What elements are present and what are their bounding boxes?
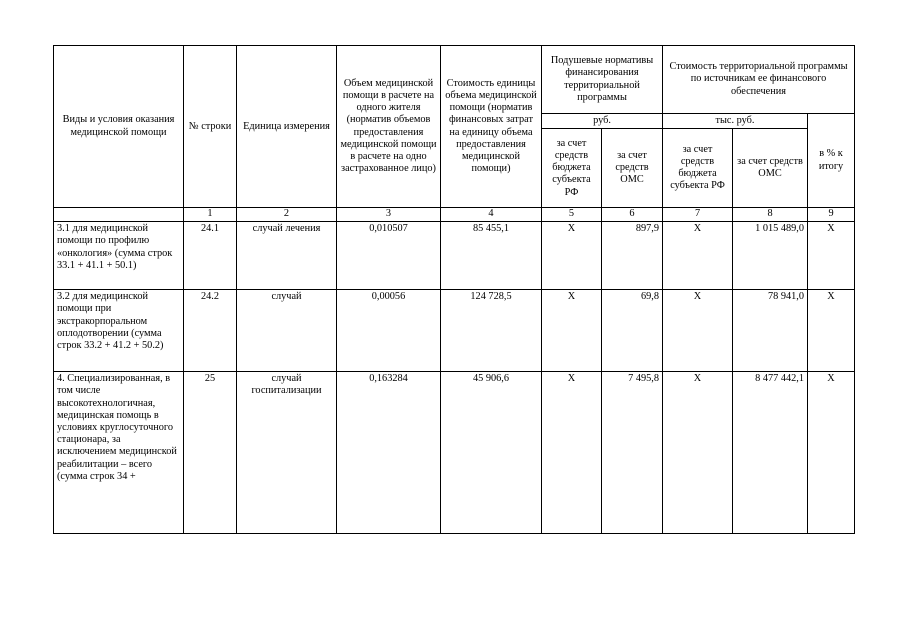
row-volume: 0,163284 [337, 372, 441, 534]
row-per-capita-oms: 7 495,8 [602, 372, 663, 534]
header-cost: Стоимость единицы объема медицинской помощи (норматив финансовых затрат на единицу объема предоставления медицинской помощи) [441, 46, 542, 208]
header-per-capita-budget: за счет средств бюджета субъекта РФ [542, 129, 602, 208]
header-program-oms: за счет средств ОМС [733, 129, 808, 208]
table-row [54, 290, 855, 372]
row-per-capita-oms: 69,8 [602, 290, 663, 372]
row-unit: случай лечения [237, 222, 337, 290]
column-number: 2 [237, 208, 337, 222]
row-program-oms: 78 941,0 [733, 290, 808, 372]
tariff-table [53, 45, 855, 534]
row-name: 3.2 для медицинской помощи при экстракорпоральном оплодотворении (сумма строк 33.2 + 41.2 + 50.2) [54, 290, 184, 372]
table-row [54, 372, 855, 534]
column-number: 3 [337, 208, 441, 222]
column-number-blank [54, 208, 184, 222]
row-program-budget: X [663, 372, 733, 534]
header-rub: руб. [542, 114, 663, 129]
row-per-capita-budget: X [542, 372, 602, 534]
row-cost: 85 455,1 [441, 222, 542, 290]
column-number: 4 [441, 208, 542, 222]
row-volume: 0,00056 [337, 290, 441, 372]
header-program-cost: Стоимость территориальной программы по источникам ее финансового обеспечения [663, 46, 855, 114]
row-program-budget: X [663, 290, 733, 372]
row-number: 24.2 [184, 290, 237, 372]
header-program-budget: за счет средств бюджета субъекта РФ [663, 129, 733, 208]
header-thousand-rub: тыс. руб. [663, 114, 808, 129]
row-name: 4. Специализированная, в том числе высокотехнологичная, медицинская помощь в условиях круглосуточного стационара, за исключением медицинской реабилитации – всего (сумма строк 34 + [54, 372, 184, 534]
row-cost: 124 728,5 [441, 290, 542, 372]
column-numbers-row [54, 208, 855, 222]
row-program-oms: 1 015 489,0 [733, 222, 808, 290]
column-number: 7 [663, 208, 733, 222]
row-per-capita-budget: X [542, 222, 602, 290]
row-program-oms: 8 477 442,1 [733, 372, 808, 534]
header-per-capita: Подушевые нормативы финансирования территориальной программы [542, 46, 663, 114]
row-per-capita-oms: 897,9 [602, 222, 663, 290]
column-number: 6 [602, 208, 663, 222]
row-name: 3.1 для медицинской помощи по профилю «онкология» (сумма строк 33.1 + 41.1 + 50.1) [54, 222, 184, 290]
column-number: 1 [184, 208, 237, 222]
row-number: 24.1 [184, 222, 237, 290]
header-volume: Объем медицинской помощи в расчете на одного жителя (норматив объемов предоставления медицинской помощи в расчете на одно застрахованное лицо) [337, 46, 441, 208]
row-program-budget: X [663, 222, 733, 290]
column-number: 5 [542, 208, 602, 222]
row-percent: X [808, 372, 855, 534]
row-percent: X [808, 290, 855, 372]
column-number: 8 [733, 208, 808, 222]
row-percent: X [808, 222, 855, 290]
row-volume: 0,010507 [337, 222, 441, 290]
row-cost: 45 906,6 [441, 372, 542, 534]
column-number: 9 [808, 208, 855, 222]
header-kind: Виды и условия оказания медицинской помощи [54, 46, 184, 208]
header-per-capita-oms: за счет средств ОМС [602, 129, 663, 208]
table-row [54, 222, 855, 290]
row-per-capita-budget: X [542, 290, 602, 372]
row-number: 25 [184, 372, 237, 534]
row-unit: случай [237, 290, 337, 372]
row-unit: случай госпитализации [237, 372, 337, 534]
header-row-no: № строки [184, 46, 237, 208]
header-percent: в % к итогу [808, 114, 855, 208]
header-unit: Единица измерения [237, 46, 337, 208]
